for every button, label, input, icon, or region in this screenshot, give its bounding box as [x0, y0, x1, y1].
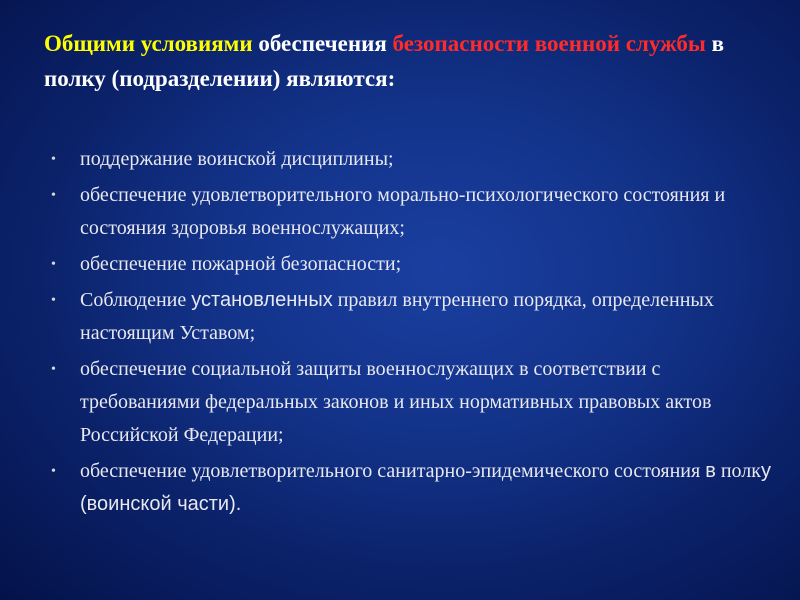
- title-part-yellow: Общими условиями: [44, 31, 253, 56]
- bullet-text-a: Соблюдение: [80, 289, 192, 311]
- bullet-dot-icon: •: [51, 152, 56, 167]
- bullet-text-a: обеспечение удовлетворительного санитарно-эпидемического состояния: [80, 460, 706, 482]
- bullet-text-d: у (воинской части).: [80, 460, 771, 515]
- bullet-text-b: в: [705, 460, 716, 482]
- bullet-text: поддержание воинской дисциплины;: [80, 148, 394, 170]
- bullet-list: [40, 143, 780, 524]
- bullet-text: обеспечение пожарной безопасности;: [80, 253, 402, 275]
- bullet-text-c: правил внутреннего порядка, определенных настоящим Уставом;: [80, 289, 714, 344]
- title-part-white: обеспечения: [252, 31, 393, 56]
- slide-title: [44, 26, 744, 96]
- title-part-end: в полку (подразделении) являются:: [44, 31, 725, 91]
- bullet-dot-icon: •: [51, 464, 56, 479]
- bullet-dot-icon: •: [51, 293, 56, 308]
- list-item: [40, 248, 780, 281]
- bullet-dot-icon: •: [51, 257, 56, 272]
- bullet-text: обеспечение удовлетворительного морально-психологического состояния и состояния здоровья военнослужащих;: [80, 184, 726, 239]
- list-item: [40, 143, 780, 176]
- bullet-dot-icon: •: [51, 188, 56, 203]
- list-item: [40, 353, 780, 452]
- list-item: [40, 455, 780, 521]
- list-item: [40, 179, 780, 245]
- bullet-text-c: полк: [715, 460, 761, 482]
- list-item: [40, 284, 780, 350]
- bullet-dot-icon: •: [51, 362, 56, 377]
- bullet-text: обеспечение социальной защиты военнослужащих в соответствии с требованиями федеральных законов и иных нормативных правовых актов Российской Федерации;: [80, 358, 712, 446]
- title-part-red: безопасности военной службы: [392, 31, 706, 56]
- bullet-text-b: установленных: [191, 289, 333, 311]
